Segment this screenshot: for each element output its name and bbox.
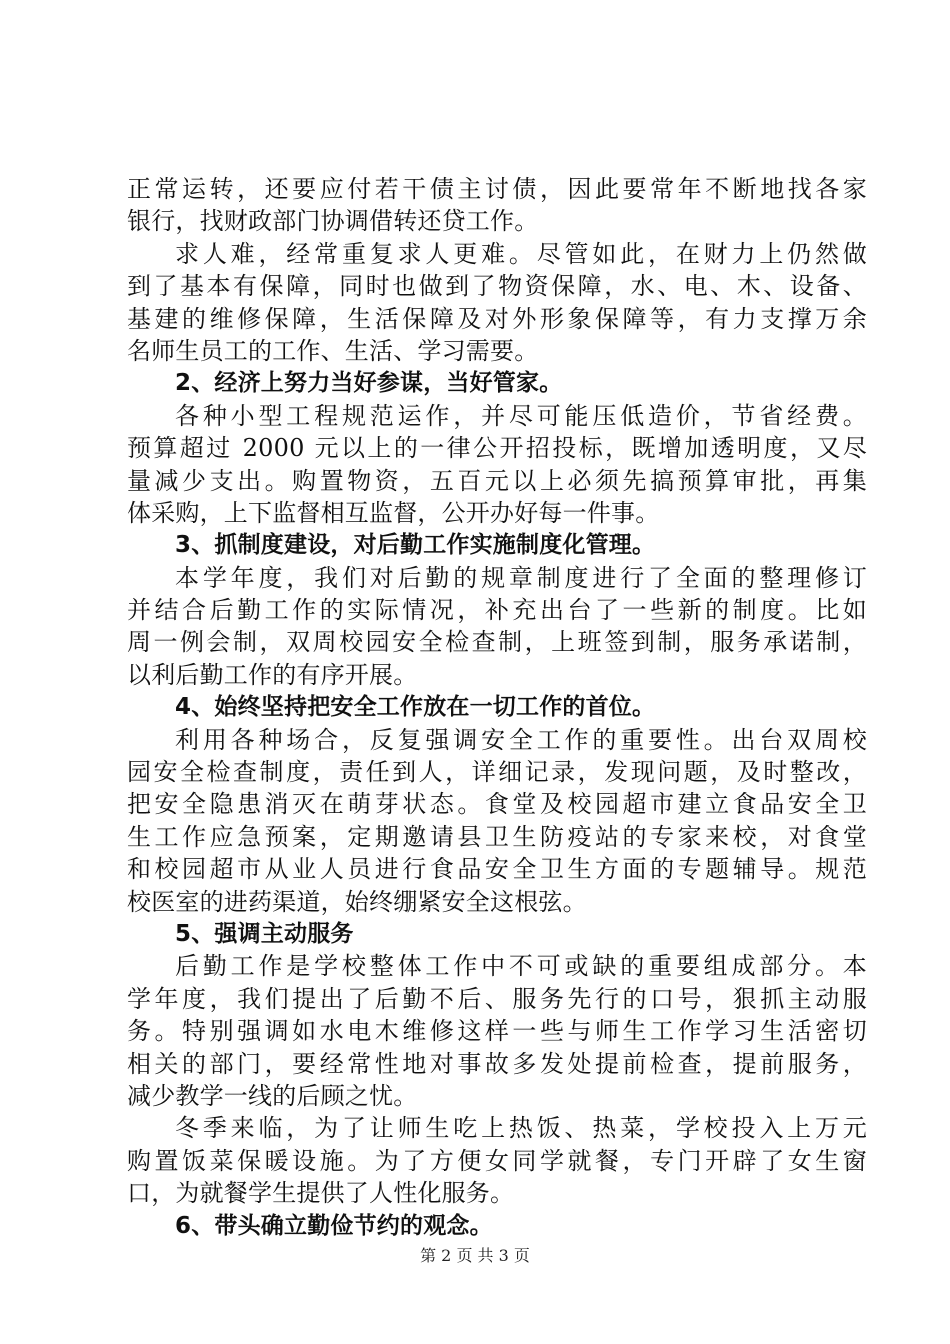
section-heading: 6、带头确立勤俭节约的观念。 bbox=[175, 1212, 493, 1239]
paragraph-line: 以利后勤工作的有序开展。 bbox=[127, 660, 418, 689]
paragraph-line: 相关的部门，要经常性地对事故多发处提前检查，提前服务， bbox=[127, 1049, 867, 1078]
section-heading: 5、强调主动服务 bbox=[175, 920, 354, 947]
section-heading: 4、始终坚持把安全工作放在一切工作的首位。 bbox=[175, 694, 656, 721]
paragraph-line: 园安全检查制度，责任到人，详细记录，发现问题，及时整改， bbox=[127, 758, 867, 787]
paragraph-line: 并结合后勤工作的实际情况，补充出台了一些新的制度。比如 bbox=[127, 596, 867, 625]
paragraph-line: 基建的维修保障，生活保障及对外形象保障等，有力支撑万余 bbox=[127, 304, 867, 333]
page-footer: 第 2 页 共 3 页 bbox=[420, 1246, 530, 1265]
paragraph-line: 学年度，我们提出了后勤不后、服务先行的口号，狠抓主动服 bbox=[127, 984, 867, 1013]
document-body bbox=[127, 173, 867, 1242]
section-heading: 3、抓制度建设，对后勤工作实施制度化管理。 bbox=[175, 532, 656, 559]
paragraph-line: 务。特别强调如水电木维修这样一些与师生工作学习生活密切 bbox=[127, 1017, 867, 1046]
paragraph-line: 求人难，经常重复求人更难。尽管如此，在财力上仍然做 bbox=[175, 239, 867, 268]
paragraph-line: 利用各种场合，反复强调安全工作的重要性。出台双周校 bbox=[175, 725, 867, 754]
paragraph-line: 名师生员工的工作、生活、学习需要。 bbox=[127, 336, 539, 365]
paragraph-line: 各种小型工程规范运作，并尽可能压低造价，节省经费。 bbox=[175, 401, 867, 430]
paragraph-line: 周一例会制，双周校园安全检查制，上班签到制，服务承诺制， bbox=[127, 628, 867, 657]
paragraph-line: 把安全隐患消灭在萌芽状态。食堂及校园超市建立食品安全卫 bbox=[127, 790, 867, 819]
paragraph-line: 本学年度，我们对后勤的规章制度进行了全面的整理修订 bbox=[175, 563, 867, 592]
paragraph-line: 和校园超市从业人员进行食品安全卫生方面的专题辅导。规范 bbox=[127, 855, 867, 884]
paragraph-line: 校医室的进药渠道，始终绷紧安全这根弦。 bbox=[127, 887, 587, 916]
paragraph-line: 口，为就餐学生提供了人性化服务。 bbox=[127, 1179, 515, 1208]
paragraph-line: 银行，找财政部门协调借转还贷工作。 bbox=[127, 207, 539, 236]
paragraph-line: 减少教学一线的后顾之忧。 bbox=[127, 1081, 418, 1110]
paragraph-line: 冬季来临，为了让师生吃上热饭、热菜，学校投入上万元 bbox=[175, 1114, 867, 1143]
paragraph-line: 到了基本有保障，同时也做到了物资保障，水、电、木、设备、 bbox=[127, 272, 867, 301]
paragraph-line: 正常运转，还要应付若干债主讨债，因此要常年不断地找各家 bbox=[127, 175, 867, 203]
paragraph-line: 预算超过 2000 元以上的一律公开招投标，既增加透明度，又尽 bbox=[127, 434, 867, 463]
paragraph-line: 生工作应急预案，定期邀请县卫生防疫站的专家来校，对食堂 bbox=[127, 822, 867, 851]
paragraph-line: 量减少支出。购置物资，五百元以上必须先搞预算审批，再集 bbox=[127, 466, 867, 495]
paragraph-line: 体采购，上下监督相互监督，公开办好每一件事。 bbox=[127, 498, 660, 527]
paragraph-line: 购置饭菜保暖设施。为了方便女同学就餐，专门开辟了女生窗 bbox=[127, 1146, 867, 1175]
paragraph-line: 后勤工作是学校整体工作中不可或缺的重要组成部分。本 bbox=[175, 952, 867, 981]
section-heading: 2、经济上努力当好参谋，当好管家。 bbox=[175, 370, 563, 397]
